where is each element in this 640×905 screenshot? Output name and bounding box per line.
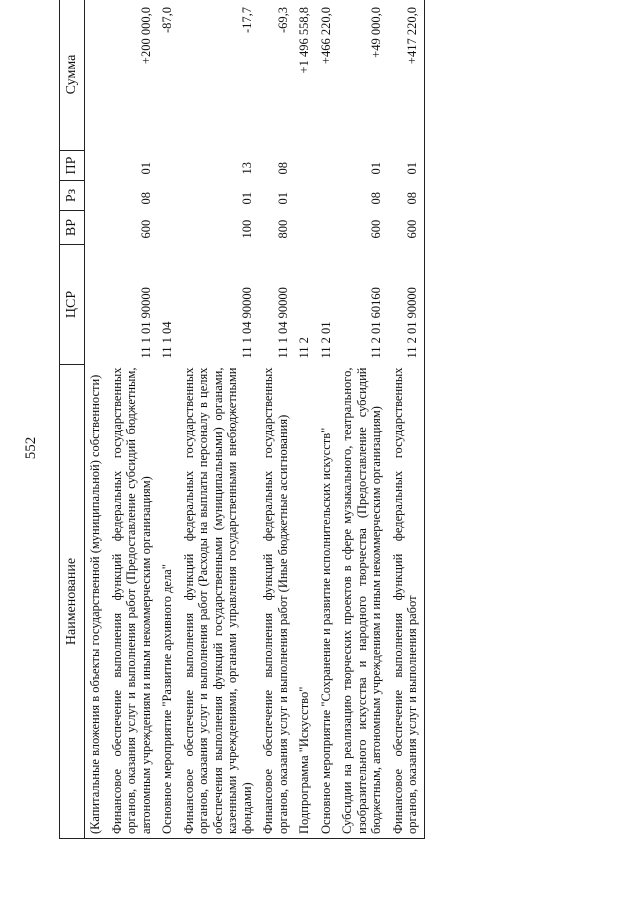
row-rz bbox=[316, 181, 338, 211]
row-vr: 600 bbox=[369, 219, 383, 239]
row-csr: 11 1 01 90000 bbox=[138, 287, 153, 359]
row-csr: 11 2 01 90000 bbox=[388, 245, 425, 365]
row-pr bbox=[294, 151, 316, 181]
table-row bbox=[179, 0, 259, 839]
row-name: Основное мероприятие "Развитие архивного дела" bbox=[157, 365, 179, 839]
header-vr: ВР bbox=[60, 211, 85, 245]
row-sum: +49 000,0 bbox=[337, 0, 388, 151]
header-row bbox=[60, 0, 85, 839]
row-rz: 08 bbox=[138, 192, 153, 205]
row-name: Подпрограмма "Искусство" bbox=[294, 365, 316, 839]
row-rz: 08 bbox=[388, 181, 425, 211]
row-pr: 01 bbox=[369, 162, 383, 175]
row-pr: 01 bbox=[388, 151, 425, 181]
table-row bbox=[85, 0, 107, 839]
row-vr: 600 bbox=[138, 219, 153, 239]
row-pr: 13 bbox=[239, 162, 254, 175]
row-name: Основное мероприятие "Сохранение и развитие исполнительских искусств" bbox=[316, 365, 338, 839]
row-rz bbox=[294, 181, 316, 211]
row-vr bbox=[316, 211, 338, 245]
row-vr bbox=[294, 211, 316, 245]
table-row bbox=[337, 0, 388, 839]
row-name: (Капитальные вложения в объекты государственной (муниципальной) собственности) bbox=[85, 365, 107, 839]
row-sum bbox=[85, 0, 107, 151]
header-pr: ПР bbox=[60, 151, 85, 181]
table-row bbox=[294, 0, 316, 839]
row-pr bbox=[85, 151, 107, 181]
header-rz: Рз bbox=[60, 181, 85, 211]
row-vr bbox=[157, 211, 179, 245]
row-sum: +466 220,0 bbox=[316, 0, 338, 151]
row-csr: 11 1 04 bbox=[160, 321, 174, 359]
row-sum: -69,3 bbox=[258, 0, 294, 151]
row-sum: -17,7 bbox=[179, 0, 259, 151]
row-vr bbox=[85, 211, 107, 245]
row-rz bbox=[85, 181, 107, 211]
row-pr: 08 bbox=[275, 162, 290, 175]
budget-table bbox=[59, 0, 425, 839]
header-csr: ЦСР bbox=[60, 245, 85, 365]
row-csr: 11 2 bbox=[297, 337, 311, 359]
row-rz: 01 bbox=[239, 192, 254, 205]
table-row bbox=[258, 0, 294, 839]
row-vr: 100 bbox=[239, 219, 254, 239]
row-sum: +1 496 558,8 bbox=[294, 0, 316, 151]
row-sum: -87,0 bbox=[157, 0, 179, 151]
row-vr: 600 bbox=[388, 211, 425, 245]
row-csr: 11 1 04 90000 bbox=[275, 287, 290, 359]
page-number: 552 bbox=[23, 436, 39, 460]
table-row bbox=[388, 0, 425, 839]
row-name: Финансовое обеспечение выполнения функций федеральных государственных органов, оказания услуг и выполнения работ (Предоставление субсидий бюджетным, автономным учреждениям и иным некоммерческим организациям) bbox=[107, 365, 158, 839]
rotated-table-container bbox=[59, 0, 581, 839]
table-row bbox=[107, 0, 158, 839]
row-name: Финансовое обеспечение выполнения функций федеральных государственных органов, оказания услуг и выполнения работ bbox=[388, 365, 425, 839]
header-name: Наименование bbox=[60, 365, 85, 839]
row-csr: 11 1 04 90000 bbox=[239, 287, 254, 359]
row-pr bbox=[316, 151, 338, 181]
row-pr: 01 bbox=[138, 162, 153, 175]
row-csr: 11 2 01 60160 bbox=[369, 287, 383, 359]
row-vr: 800 bbox=[275, 219, 290, 239]
row-rz bbox=[157, 181, 179, 211]
row-sum: +417 220,0 bbox=[388, 0, 425, 151]
row-name: Финансовое обеспечение выполнения функций федеральных государственных органов, оказания услуг и выполнения работ (Иные бюджетные ассигнования) bbox=[258, 365, 294, 839]
row-pr bbox=[157, 151, 179, 181]
row-csr bbox=[85, 245, 107, 365]
row-name: Финансовое обеспечение выполнения функций федеральных государственных органов, оказания услуг и выполнения работ (Расходы на выплаты персоналу в целях обеспечения выполнения функций государственными (муниципальными) органами, казенными учреждениями, органами управления государственными внебюджетными фондами) bbox=[179, 365, 259, 839]
row-csr: 11 2 01 bbox=[318, 321, 333, 359]
row-rz: 01 bbox=[275, 192, 290, 205]
row-name: Субсидии на реализацию творческих проектов в сфере музыкального, театрального, изобразительного искусства и народного творчества (Предоставление субсидий бюджетным, автономным учреждениям и иным некоммерческим организациям) bbox=[337, 365, 388, 839]
table-row bbox=[157, 0, 179, 839]
row-rz: 08 bbox=[369, 192, 383, 205]
header-sum: Сумма bbox=[60, 0, 85, 151]
row-sum: +200 000,0 bbox=[107, 0, 158, 151]
table-row bbox=[316, 0, 338, 839]
